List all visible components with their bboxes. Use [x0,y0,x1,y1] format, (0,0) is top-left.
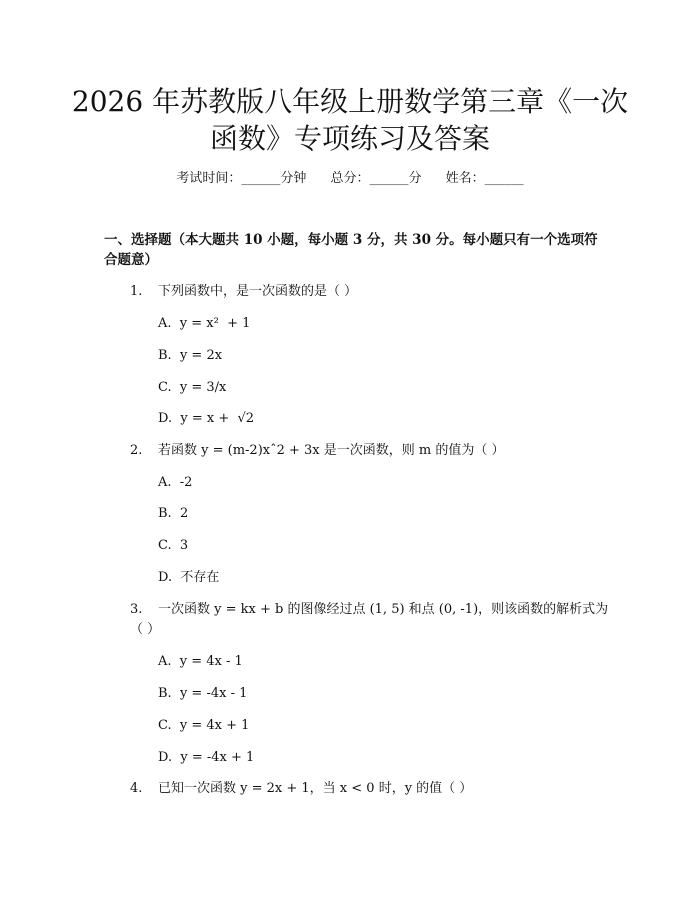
exam-meta [0,169,700,189]
question-3 [130,600,612,640]
question-1-option-c: C. y = 3/x [158,380,227,395]
question-2-option-c: C. 3 [158,538,189,553]
student-name-field: 姓名：______ [445,171,524,186]
question-3-option-c: C. y = 4x + 1 [158,718,250,733]
question-number: 1. [130,284,143,299]
question-text: 下列函数中，是一次函数的是（ ） [158,284,358,299]
question-3-option-b: B. y = -4x - 1 [158,686,248,701]
question-1 [130,282,620,302]
document-title-line-1: 2026 年苏教版八年级上册数学第三章《一次 [71,85,629,118]
question-1-option-b: B. y = 2x [158,348,223,363]
question-2-option-d: D. 不存在 [158,570,220,585]
exam-time-field: 考试时间：______分钟 [176,171,307,186]
question-text: 若函数 y = (m-2)xˆ2 + 3x 是一次函数，则 m 的值为（ ） [158,443,505,458]
question-4 [130,779,620,799]
question-number: 3. [130,602,143,617]
total-score-field: 总分：______分 [330,171,422,186]
question-1-option-a: A. y = x² + 1 [158,316,251,331]
question-3-option-d: D. y = -4x + 1 [158,750,255,765]
document-title-line-2: 函数》专项练习及答案 [209,122,490,155]
question-number: 2. [130,443,143,458]
section-title: 一、选择题（本大题共 10 小题，每小题 3 分，共 30 分。每小题只有一个选项符合题意） [104,232,598,268]
question-1-option-d: D. y = x + √2 [158,411,255,426]
question-number: 4. [130,781,143,796]
question-3-option-a: A. y = 4x - 1 [158,654,243,669]
question-2 [130,441,620,461]
question-2-option-a: A. -2 [158,475,193,490]
question-2-option-b: B. 2 [158,506,189,521]
question-text: 一次函数 y = kx + b 的图像经过点 (1, 5) 和点 (0, -1)，则该函数的解析式为（ ） [130,602,609,637]
question-text: 已知一次函数 y = 2x + 1，当 x < 0 时，y 的值（ ） [158,781,473,796]
